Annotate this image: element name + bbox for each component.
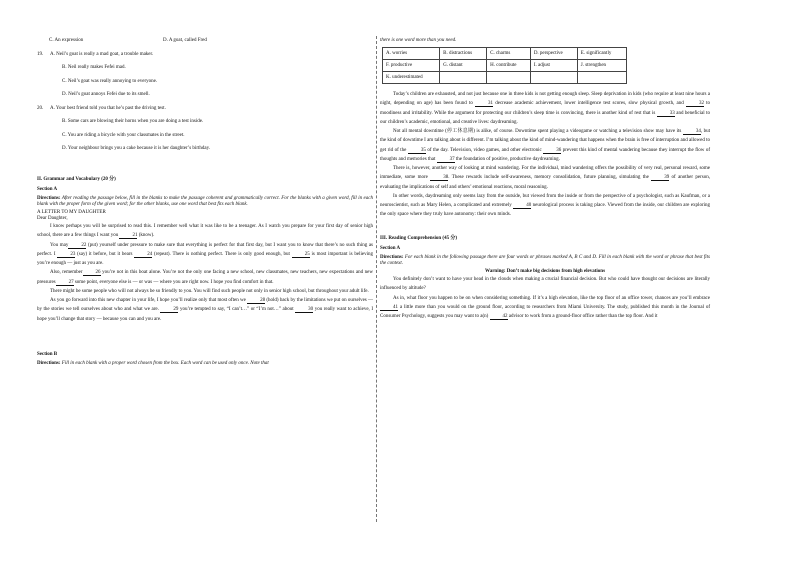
text-run: is most important is believing you’re enough — just as you are. xyxy=(37,251,374,267)
word-box-row xyxy=(383,72,627,84)
directions-label: Directions: xyxy=(37,195,61,201)
left-column xyxy=(37,38,373,367)
blank-39[interactable]: 39 xyxy=(651,175,669,181)
word-c: C. charms xyxy=(487,48,531,60)
section-b-heading: Section B xyxy=(37,351,58,357)
text-run: advisor to work from a ground-floor office rather than the top floor. And it xyxy=(507,314,658,320)
blank-35[interactable]: 35 xyxy=(408,148,426,154)
text-run: Today’s children are exhausted, and not just because one in three kids is not getting enough sleep. Sleep deprivation in kids (who require at least nine hours a night, depending on age) has been found to xyxy=(380,92,710,107)
word-k: K. underestimated xyxy=(383,72,440,84)
right-column xyxy=(380,38,710,321)
blank-24[interactable]: 24 xyxy=(134,252,152,258)
text-run: As in, what floor you happen to be on when considering something. If it’s a high elevation, like the top floor of an office tower, chances are you’ll embrace xyxy=(393,295,710,301)
text-run: prevent this kind of mental wandering because they interrupt the flow of thoughts and memories that xyxy=(380,147,710,162)
q18-option-c: C. An expression xyxy=(49,38,84,43)
text-run: (hold) back by the limitations we put on ourselves — by the stories we tell ourselves about who and what we are. xyxy=(37,298,373,313)
text-run: (put) yourself under pressure to make sure that everything is perfect for that first day, but I want you to know that there’s no such thing as perfect. I xyxy=(37,242,373,257)
passage-b-paragraph-3 xyxy=(380,164,710,192)
reading-paragraph-1: You definitely don’t want to have your head in the clouds when making a crucial financial decision. But who could have thought our decisions are literally influenced by altitude? xyxy=(380,277,710,292)
word-box-empty xyxy=(487,72,531,84)
word-h: H. contribute xyxy=(487,60,531,72)
word-box xyxy=(382,47,627,84)
blank-31[interactable]: 31 xyxy=(475,101,493,107)
q20-option-c: C. You are riding a bicycle with your classmates in the street. xyxy=(62,132,185,138)
text-run: neurological process is taking place. Viewed from the inside, our children are exploring the only space where they truly have autonomy: their own minds. xyxy=(380,203,711,218)
blank-40[interactable]: 40 xyxy=(513,203,531,209)
reading-section-a-directions xyxy=(380,255,710,267)
text-run: decrease academic achievement, lower intelligence test scores, slow physical growth, and xyxy=(493,101,686,107)
text-run: There is, however, another way of looking at mind wandering. For the individual, mind wandering offers the possibility of very real, personal reward, some immediate, some more xyxy=(380,166,710,181)
q20-option-a-text: A. Your best friend told you that he’s past the driving test. xyxy=(50,105,166,111)
blank-21[interactable]: 21 xyxy=(119,233,137,239)
text-run: to moodiness and irritability. While the argument for protecting our children’s sleep time is convincing, there is another kind of rest that is xyxy=(380,101,711,116)
blank-37[interactable]: 37 xyxy=(437,157,455,163)
passage-b-paragraph-2 xyxy=(380,127,710,164)
directions-text: After reading the passage below, fill in the blanks to make the passage coherent and grammatically correct. For the blanks with a given word, fill in each blank with the proper form of the given word; for the other blanks, use one word that best fits each blank. xyxy=(37,195,373,207)
text-run: (say) it before, but it bears xyxy=(75,251,135,257)
section-b-directions-continued: there is one word more than you need. xyxy=(380,38,457,43)
blank-38[interactable]: 38 xyxy=(430,175,448,181)
text-run: a little more than you would on the ground floor, according to researchers from Miami University. The study, published this month in the Journal of Consumer Psychology, suggests you may want to a(n) xyxy=(380,304,710,320)
blank-32[interactable]: 32 xyxy=(686,101,704,107)
word-box-empty xyxy=(577,72,626,84)
word-i: I. adjust xyxy=(530,60,577,72)
q19-option-a-text: A. Neil’s goat is really a mad goat, a trouble maker. xyxy=(50,51,154,57)
blank-22[interactable]: 22 xyxy=(68,243,86,249)
passage-b-paragraph-4 xyxy=(380,192,710,220)
text-run: the foundation of positive, productive daydreaming. xyxy=(454,156,560,162)
section-a-heading: Section A xyxy=(37,186,58,192)
q19-option-a xyxy=(37,52,373,66)
text-run: . These rewards include self-awareness, memory consolidation, future planning, simulating the xyxy=(448,175,652,181)
letter-title: A LETTER TO MY DAUGHTER xyxy=(37,209,106,215)
q18-option-d: D. A goat, called Fred xyxy=(163,38,207,43)
blank-42[interactable]: 42 xyxy=(490,314,508,320)
directions-label: Directions: xyxy=(380,254,404,260)
text-run: You may xyxy=(50,242,69,248)
q19-option-c: C. Neil’s goat was really annoying to everyone. xyxy=(62,78,158,84)
section-3-heading: III. Reading Comprehension (45 分) xyxy=(380,235,457,241)
blank-28[interactable]: 28 xyxy=(247,298,265,304)
passage-b-paragraph-1 xyxy=(380,90,710,127)
text-run: of the day. Television, video games, and other electronic xyxy=(425,147,544,153)
directions-label: Directions: xyxy=(37,360,61,366)
text-run: and beneficial to our children’s academic, emotional, and creative lives: daydreaming. xyxy=(380,110,710,125)
section-a-directions xyxy=(37,196,373,208)
text-run: As you go forward into this new chapter in your life, I hope you’ll realize only that most often we xyxy=(50,298,248,304)
word-box-row xyxy=(383,48,627,60)
letter-paragraph-4: There might be some people who will not always be so friendly to you. You will find such people not only in senior high school, but throughout your adult life. xyxy=(50,288,369,294)
text-run: Also, remember xyxy=(50,270,83,276)
blank-29[interactable]: 29 xyxy=(160,307,178,313)
text-run: I know perhaps you will be surprised to read this. I remember well what it was like to be a teenager. As I watch you prepare for your first day of senior high school, there are a few things I want you xyxy=(37,224,373,239)
q20-option-b: B. Some cars are blowing their horns when you are doing a test inside. xyxy=(62,119,204,124)
q20-option-a xyxy=(37,106,373,120)
word-e: E. significantly xyxy=(577,48,626,60)
section-a-heading: Section A xyxy=(380,245,401,251)
q19-option-d: D. Neil’s goat annoys Fefei due to its smell. xyxy=(62,92,150,97)
word-d: D. perspective xyxy=(530,48,577,60)
letter-greeting: Dear Daughter, xyxy=(37,215,68,221)
word-f: F. productive xyxy=(383,60,440,72)
text-run: (know). xyxy=(137,233,155,239)
blank-41[interactable]: 41 xyxy=(380,305,398,311)
section-b-directions xyxy=(37,361,373,367)
q20-option-d: D. Your neighbour brings you a cake because it is her daughter’s birthday. xyxy=(62,146,211,151)
word-b: B. distractions xyxy=(440,48,487,60)
word-box-empty xyxy=(530,72,577,84)
directions-text: For each blank in the following passage there are four words or phrases marked A, B C and D. Fill in each blank with the word or phrase that best fits the context. xyxy=(380,254,710,266)
q18-options xyxy=(37,38,373,52)
letter-paragraph-2 xyxy=(37,241,373,269)
word-a: A. worries xyxy=(383,48,440,60)
text-run: you’re not in this boat alone. You’re not the only one facing a new school, new classmates, new teachers, new expectations and new pressures xyxy=(37,270,373,285)
word-box-row xyxy=(383,60,627,72)
text-run: Not all mental downtime (停工休息期) is alike, of course. Downtime spent playing a videogame or watching a television show may have its xyxy=(393,129,683,135)
text-run: you’re tempted to say, “I can’t…” or “I’m not…” about xyxy=(178,307,296,313)
blank-30[interactable]: 30 xyxy=(295,307,313,313)
passage-title: Warning: Don’t make big decisions from high elevations xyxy=(484,268,606,274)
text-run: , but the kind of downtime I am talking about is different. I’m talking about the kind of mind-wandering that happens when the brain is free of interruption and allowed to get rid of the xyxy=(380,129,710,153)
blank-34[interactable]: 34 xyxy=(683,129,701,135)
q20-number: 20. xyxy=(37,105,44,111)
word-box-empty xyxy=(440,72,487,84)
text-run: you really want to achieve, I hope you’ll change that story — because you can and you are. xyxy=(37,307,373,322)
letter-paragraph-3 xyxy=(37,268,373,287)
column-divider xyxy=(376,36,377,522)
letter-paragraph-5 xyxy=(37,296,373,324)
text-run: of another person, evaluating the implications of self and others’ emotional reactions, moral reasoning. xyxy=(380,175,710,190)
blank-27[interactable]: 27 xyxy=(56,280,74,286)
word-g: G. distant xyxy=(440,60,487,72)
text-run: In other words, daydreaming only seems lazy from the outside, but viewed from the inside or from the perspective of a psychologist, such as Kaufman, or a neuroscientist, such as Mary Helen, a complicated and extremely xyxy=(380,193,710,209)
section-2-heading: II. Grammar and Vocabulary (20 分) xyxy=(37,176,116,182)
directions-text: Fill in each blank with a proper word chosen from the box. Each word can be used only once. Note that xyxy=(60,360,269,366)
reading-paragraph-2 xyxy=(380,294,710,322)
text-run: (repeat). There is nothing perfect. There is only good enough, but xyxy=(152,251,292,257)
blank-26[interactable]: 26 xyxy=(83,270,101,276)
blank-23[interactable]: 23 xyxy=(57,252,75,258)
blank-25[interactable]: 25 xyxy=(292,252,310,258)
q19-number: 19. xyxy=(37,51,44,57)
letter-paragraph-1 xyxy=(37,222,373,241)
q19-option-b: B. Neil really makes Fefei mad. xyxy=(62,65,126,70)
blank-36[interactable]: 36 xyxy=(543,148,561,154)
text-run: some point, everyone else is — or was — where you are right now. I hope you find comfort in that. xyxy=(73,279,274,285)
word-j: J. strengthen xyxy=(577,60,626,72)
blank-33[interactable]: 33 xyxy=(657,111,675,117)
